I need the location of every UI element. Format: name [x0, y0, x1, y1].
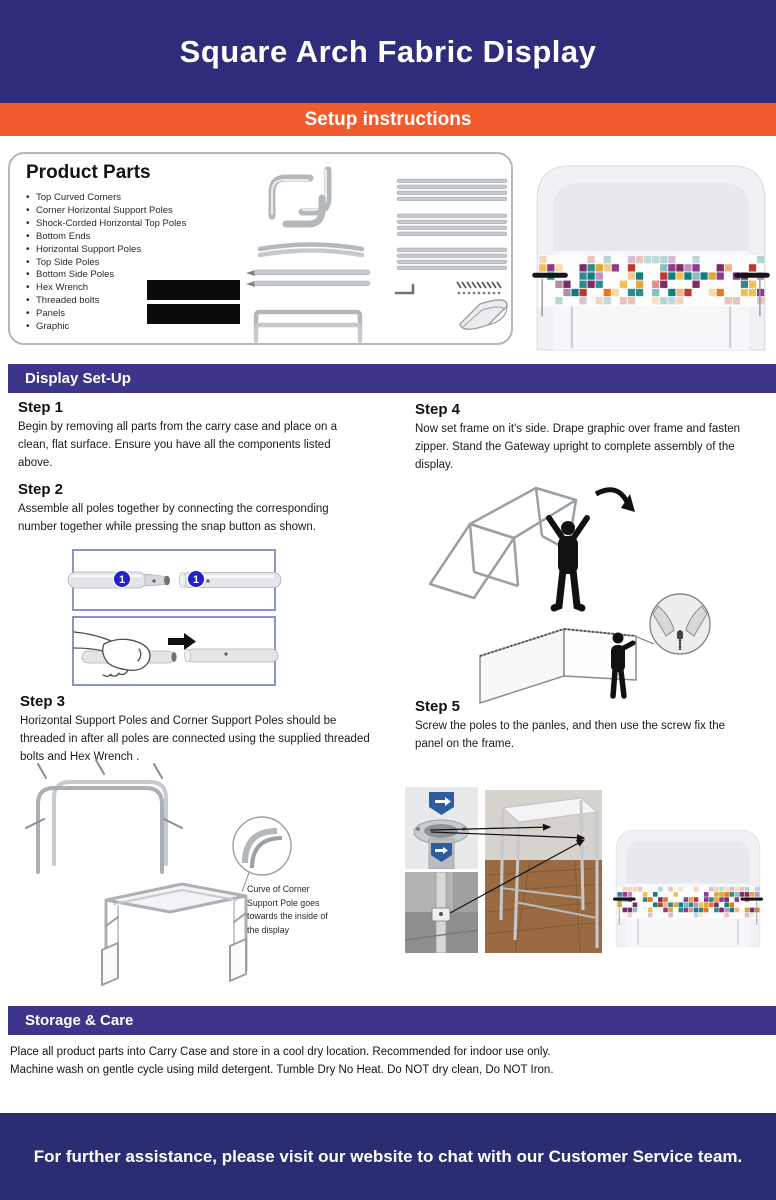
step2-title: Step 2 — [18, 481, 64, 498]
setup-instructions-band — [0, 103, 776, 136]
part-item: • Hex Wrench — [26, 282, 186, 295]
insert-arrow-icon — [168, 633, 196, 650]
pole-numbering-art — [74, 551, 274, 609]
step5-body: Screw the poles to the panles, and then use the screw fix the panel on the frame. — [415, 720, 726, 750]
part-item: • Top Side Poles — [26, 257, 186, 270]
footer-band — [0, 1113, 776, 1200]
pole-clamp-photo — [405, 872, 478, 953]
rotate-arrow-icon — [596, 490, 635, 512]
frame-assembly-art — [14, 758, 414, 988]
part-item: • Horizontal Support Poles — [26, 244, 186, 257]
table-frame-photo — [485, 790, 602, 953]
step4-title: Step 4 — [415, 401, 461, 418]
part-item: • Bottom Ends — [26, 231, 186, 244]
step3-body: Horizontal Support Poles and Corner Support Poles should be threaded in after all poles are connected using the supplied threaded bolts and Hex Wrench . — [20, 715, 370, 763]
svg-text:1: 1 — [118, 574, 126, 586]
curved-poles-art — [260, 245, 362, 256]
step1-body: Begin by removing all parts from the carry case and place on a clean, flat surface. Ensure you have all the components listed above. — [18, 421, 337, 469]
finished-display-render — [613, 820, 763, 950]
part-item: • Top Curved Corners — [26, 192, 186, 205]
product-parts-heading: Product Parts — [26, 162, 151, 183]
horizontal-support-poles-art — [246, 270, 370, 287]
arch-frame-front-art — [26, 760, 182, 872]
svg-text:1: 1 — [192, 574, 200, 586]
storage-line-2: Machine wash on gentle cycle using mild detergent. Tumble Dry No Heat. Do NOT dry clean, Do NOT Iron. — [10, 1064, 554, 1076]
snap-number-badge — [113, 570, 130, 587]
snap-button-art — [74, 618, 274, 684]
part-item: • Graphic — [26, 321, 186, 334]
step5-title: Step 5 — [415, 698, 461, 715]
arch-frame-iso-art — [102, 884, 246, 985]
hex-wrench-art — [396, 285, 413, 293]
part-item: • Corner Horizontal Support Poles — [26, 205, 186, 218]
page-title: Square Arch Fabric Display — [179, 33, 597, 69]
person-lifting-silhouette — [549, 518, 587, 608]
folded-frame-art — [430, 488, 576, 598]
footer-message: For further assistance, please visit our website to chat with our Customer Service team. — [33, 1146, 743, 1166]
page-subtitle: Setup instructions — [304, 108, 472, 130]
pole-stacks-art — [397, 179, 507, 270]
storage-line-1: Place all product parts into Carry Case and store in a cool dry location. Recommended for indoor use only. — [10, 1046, 551, 1058]
stand-upright-art — [418, 466, 770, 698]
display-product-render — [532, 156, 770, 350]
parts-illustration — [10, 154, 511, 343]
bottom-side-poles-art — [256, 312, 360, 341]
panel-art — [147, 304, 240, 324]
storage-care-heading: Storage & Care — [25, 1012, 134, 1029]
display-setup-band — [8, 364, 776, 393]
arrow-shield-label — [429, 792, 454, 815]
product-parts-box — [8, 152, 513, 345]
pole-numbering-diagram — [72, 549, 276, 611]
connector-photo — [405, 787, 478, 869]
step2-body: Assemble all poles together by connecting the corresponding number together while pressing the snap button as shown. — [18, 503, 329, 533]
step1-title: Step 1 — [18, 399, 64, 416]
corner-callout-text: Curve of Corner Support Pole goes towards the inside of the display — [247, 884, 328, 935]
part-item: • Panels — [26, 308, 186, 321]
header-band — [0, 0, 776, 103]
part-item: • Threaded bolts — [26, 295, 186, 308]
panel-art — [147, 280, 240, 300]
threaded-bolts-art — [457, 282, 501, 294]
top-curved-corners-art — [272, 170, 328, 224]
step3-title: Step 3 — [20, 693, 66, 710]
part-item: • Bottom Side Poles — [26, 269, 186, 282]
storage-care-text — [10, 1043, 554, 1079]
storage-care-band — [8, 1006, 776, 1035]
part-item: • Shock-Corded Horizontal Top Poles — [26, 218, 186, 231]
graphic-fabric-art — [460, 300, 507, 329]
snap-number-badge — [187, 570, 204, 587]
step4-body: Now set frame on it's side. Drape graphic over frame and fasten zipper. Stand the Gateway upright to complete assembly of the display. — [415, 423, 740, 471]
snap-button-diagram — [72, 616, 276, 686]
display-setup-heading: Display Set-Up — [25, 370, 131, 387]
corner-detail-magnifier — [233, 817, 291, 892]
zipper-detail-magnifier — [637, 594, 710, 654]
